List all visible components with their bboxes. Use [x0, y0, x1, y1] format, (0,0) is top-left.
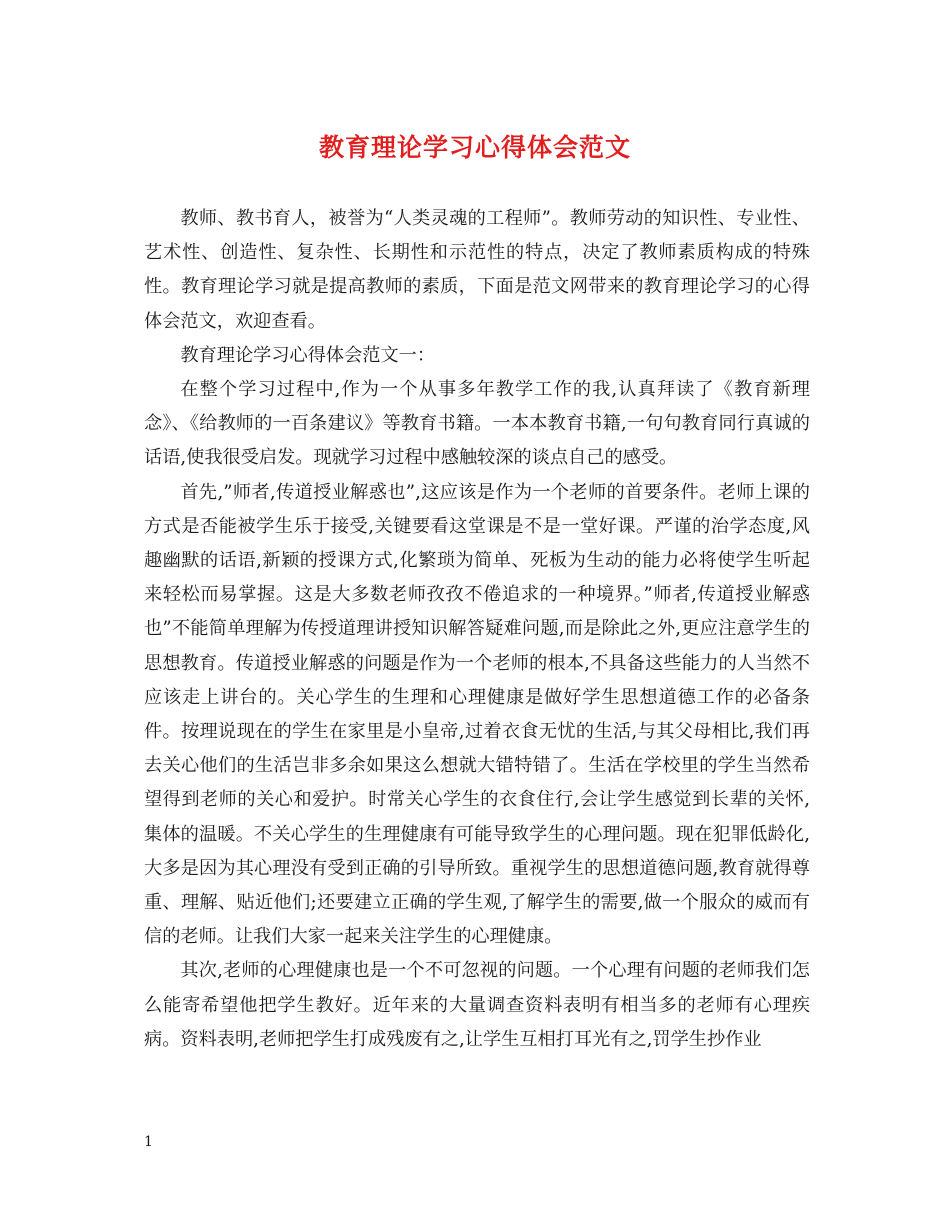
paragraph-section-heading: 教育理论学习心得体会范文一：	[180, 344, 436, 366]
paragraph-study-process: 在整个学习过程中,作为一个从事多年教学工作的我,认真拜读了《教育新理念》、《给教师的一百条建议》等教育书籍。一本本教育书籍,一句句教育同行真诚的话语,使我很受启发。现就学习过程中感触较深的谈点自己的感受。	[144, 379, 810, 469]
paragraph-intro: 教师、教书育人，被誉为“人类灵魂的工程师”。教师劳动的知识性、专业性、艺术性、创造性、复杂性、长期性和示范性的特点，决定了教师素质构成的特殊性。教育理论学习就是提高教师的素质，下面是范文网带来的教育理论学习的心得体会范文，欢迎查看。	[144, 208, 810, 332]
page-number: 1	[144, 1134, 153, 1150]
paragraph-first-point: 首先,”师者,传道授业解惑也”,这应该是作为一个老师的首要条件。老师上课的方式是否能被学生乐于接受,关键要看这堂课是不是一堂好课。严谨的治学态度,风趣幽默的话语,新颖的授课方式,化繁琐为简单、死板为生动的能力必将使学生听起来轻松而易掌握。这是大多数老师孜孜不倦追求的一种境界。”师者,传道授业解惑也”不能简单理解为传授道理讲授知识解答疑难问题,而是除此之外,更应注意学生的思想教育。传道授业解惑的问题是作为一个老师的根本,不具备这些能力的人当然不应该走上讲台的。关心学生的生理和心理健康是做好学生思想道德工作的必备条件。按理说现在的学生在家里是小皇帝,过着衣食无忧的生活,与其父母相比,我们再去关心他们的生活岂非多余如果这么想就大错特错了。生活在学校里的学生当然希望得到老师的关心和爱护。时常关心学生的衣食住行,会让学生感觉到长辈的关怀,集体的温暖。不关心学生的生理健康有可能导致学生的心理问题。现在犯罪低龄化,大多是因为其心理没有受到正确的引导所致。重视学生的思想道德问题,教育就得尊重、理解、贴近他们;还要建立正确的学生观,了解学生的需要,做一个服众的威而有信的老师。让我们大家一起来关注学生的心理健康。	[144, 481, 810, 948]
document-body	[144, 202, 810, 1057]
document-title: 教育理论学习心得体会范文	[318, 133, 631, 162]
paragraph-second-point: 其次,老师的心理健康也是一个不可忽视的问题。一个心理有问题的老师我们怎么能寄希望他把学生教好。近年来的大量调查资料表明有相当多的老师有心理疾病。资料表明,老师把学生打成残废有之,让学生互相打耳光有之,罚学生抄作业	[144, 960, 810, 1050]
